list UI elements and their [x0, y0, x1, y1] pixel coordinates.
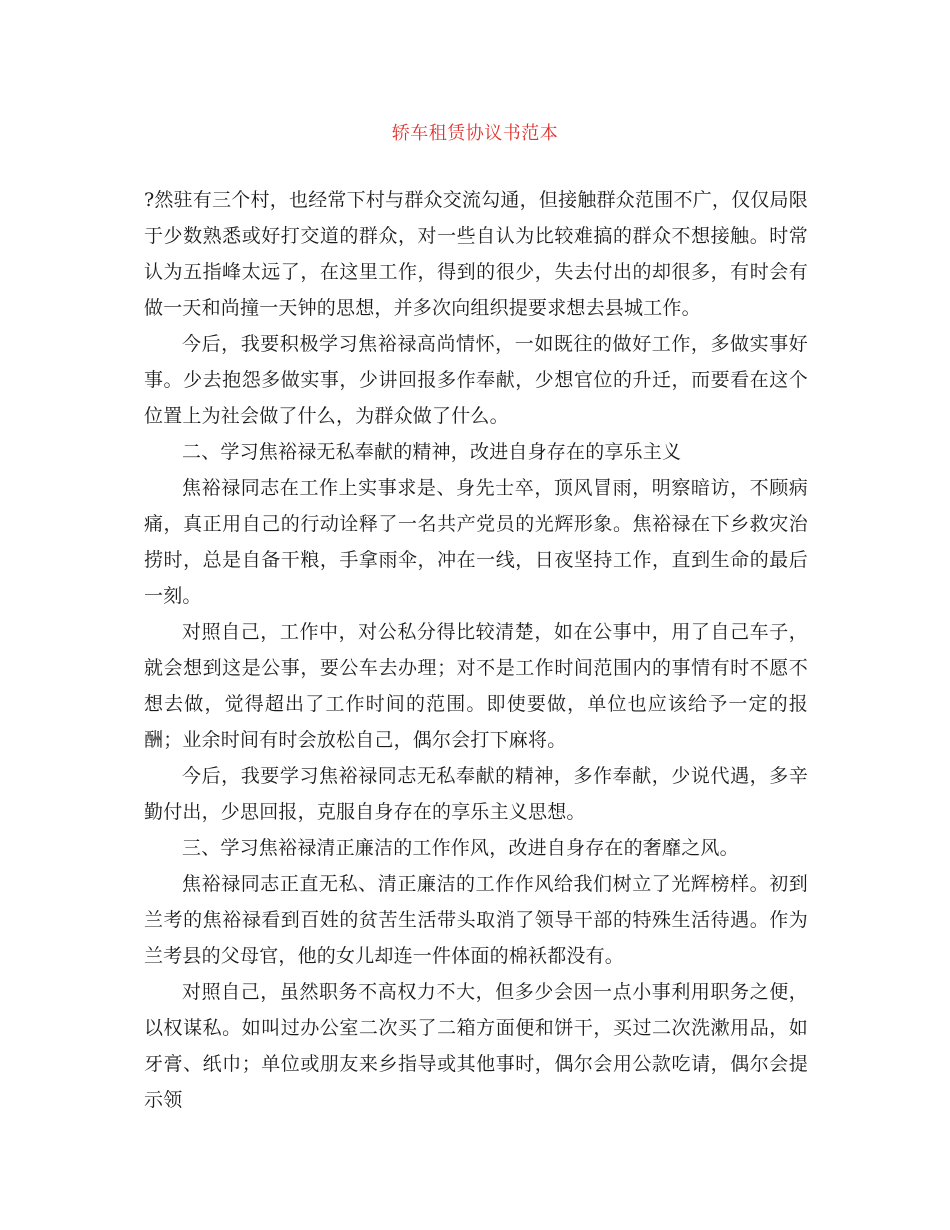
document-title: 轿车租赁协议书范本	[391, 123, 559, 144]
paragraph: 今后，我要学习焦裕禄同志无私奉献的精神，多作奉献，少说代遇，多辛勤付出，少思回报，克服自身存在的享乐主义思想。	[144, 765, 808, 823]
document-body	[144, 182, 808, 1118]
paragraph: 对照自己，工作中，对公私分得比较清楚，如在公事中，用了自己车子，就会想到这是公事，要公车去办理；对不是工作时间范围内的事情有时不愿不想去做，觉得超出了工作时间的范围。即使要做，单位也应该给予一定的报酬；业余时间有时会放松自己，偶尔会打下麻将。	[144, 621, 808, 751]
paragraph: 焦裕禄同志在工作上实事求是、身先士卒，顶风冒雨，明察暗访，不顾病痛，真正用自己的行动诠释了一名共产党员的光辉形象。焦裕禄在下乡救灾治捞时，总是自备干粮，手拿雨伞，冲在一线，日夜坚持工作，直到生命的最后一刻。	[144, 477, 808, 607]
paragraph: 焦裕禄同志正直无私、清正廉洁的工作作风给我们树立了光辉榜样。初到兰考的焦裕禄看到百姓的贫苦生活带头取消了领导干部的特殊生活待遇。作为兰考县的父母官，他的女儿却连一件体面的棉袄都没有。	[144, 873, 808, 967]
section-heading: 二、学习焦裕禄无私奉献的精神，改进自身存在的享乐主义	[182, 441, 682, 463]
paragraph: ?然驻有三个村，也经常下村与群众交流勾通，但接触群众范围不广，仅仅局限于少数熟悉或好打交道的群众，对一些自认为比较难搞的群众不想接触。时常认为五指峰太远了，在这里工作，得到的很少，失去付出的却很多，有时会有做一天和尚撞一天钟的思想，并多次向组织提要求想去县城工作。	[144, 189, 808, 319]
paragraph: 对照自己，虽然职务不高权力不大，但多少会因一点小事利用职务之便，以权谋私。如叫过办公室二次买了二箱方面便和饼干，买过二次洗漱用品，如牙膏、纸巾；单位或朋友来乡指导或其他事时，偶尔会用公款吃请，偶尔会提示领	[144, 981, 808, 1111]
paragraph: 今后，我要积极学习焦裕禄高尚情怀，一如既往的做好工作，多做实事好事。少去抱怨多做实事，少讲回报多作奉献，少想官位的升迁，而要看在这个位置上为社会做了什么，为群众做了什么。	[144, 333, 808, 427]
section-heading: 三、学习焦裕禄清正廉洁的工作作风，改进自身存在的奢靡之风。	[182, 837, 739, 859]
